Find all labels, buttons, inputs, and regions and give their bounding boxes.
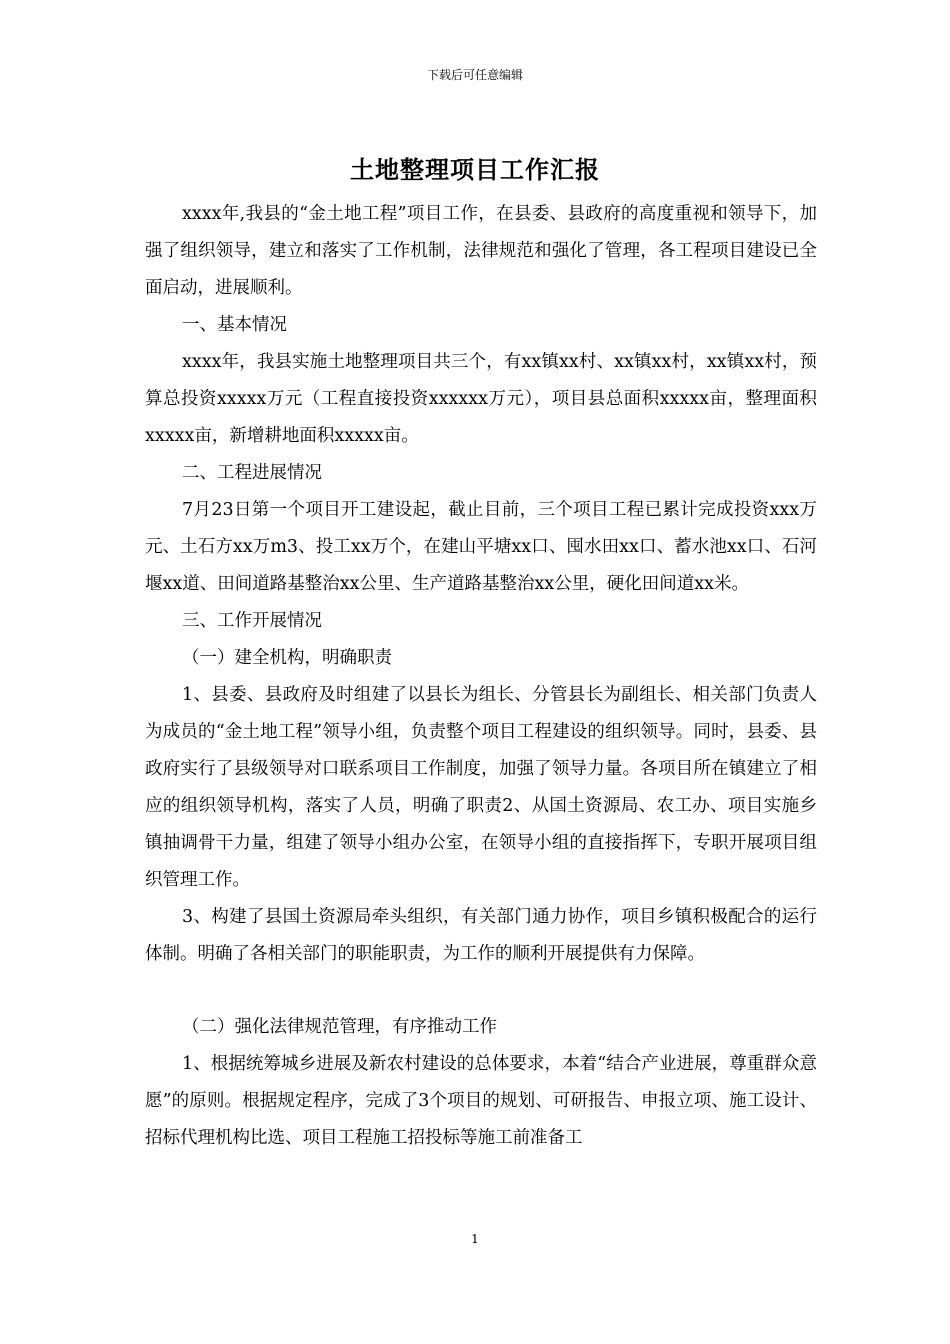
page-number: 1 — [471, 1232, 479, 1246]
subsection-heading-2: （二）强化法律规范管理，有序推动工作 — [182, 1017, 497, 1037]
paragraph-basic: xxxx年，我县实施土地整理项目共三个，有xx镇xx村、xx镇xx村，xx镇xx村，预算总投资xxxxx万元（工程直接投资xxxxxx万元），项目县总面积xxxxx亩，整理面积xxxxx亩，新增耕地面积xxxxx亩。 — [145, 352, 817, 446]
header-note: 下载后可任意编辑 — [426, 68, 523, 82]
paragraph-progress: 7月23日第一个项目开工建设起，截止目前，三个项目工程已累计完成投资xxx万元、土石方xx万m3、投工xx万个，在建山平塘xx口、囤水田xx口、蓄水池xx口、石河堰xx道、田间道路基整治xx公里、生产道路基整治xx公里，硬化田间道xx米。 — [145, 500, 817, 594]
document-title: 土地整理项目工作汇报 — [350, 155, 600, 184]
section-heading-work: 三、工作开展情况 — [182, 611, 322, 631]
paragraph-intro: xxxx年,我县的“金土地工程”项目工作，在县委、县政府的高度重视和领导下，加强了组织领导，建立和落实了工作机制，法律规范和强化了管理，各工程项目建设已全面启动，进展顺利。 — [145, 204, 817, 298]
paragraph-mechanism: 3、构建了县国土资源局牵头组织，有关部门通力协作，项目乡镇积极配合的运行体制。明确了各相关部门的职能职责，为工作的顺利开展提供有力保障。 — [145, 907, 817, 964]
subsection-heading-1: （一）建全机构，明确职责 — [182, 648, 392, 668]
paragraph-organization: 1、县委、县政府及时组建了以县长为组长、分管县长为副组长、相关部门负责人为成员的“金土地工程”领导小组，负责整个项目工程建设的组织领导。同时，县委、县政府实行了县级领导对口联系项目工作制度，加强了领导力量。各项目所在镇建立了相应的组织领导机构，落实了人员，明确了职责2、从国土资源局、农工办、项目实施乡镇抽调骨干力量，组建了领导小组办公室，在领导小组的直接指挥下，专职开展项目组织管理工作。 — [145, 685, 817, 890]
section-heading-progress: 二、工程进展情况 — [182, 463, 322, 483]
document-body — [145, 196, 817, 1157]
section-heading-basic: 一、基本情况 — [182, 315, 287, 335]
paragraph-planning: 1、根据统筹城乡进展及新农村建设的总体要求，本着“结合产业进展，尊重群众意愿”的原则。根据规定程序，完成了3个项目的规划、可研报告、申报立项、施工设计、招标代理机构比选、项目工程施工招投标等施工前准备工 — [145, 1054, 817, 1148]
